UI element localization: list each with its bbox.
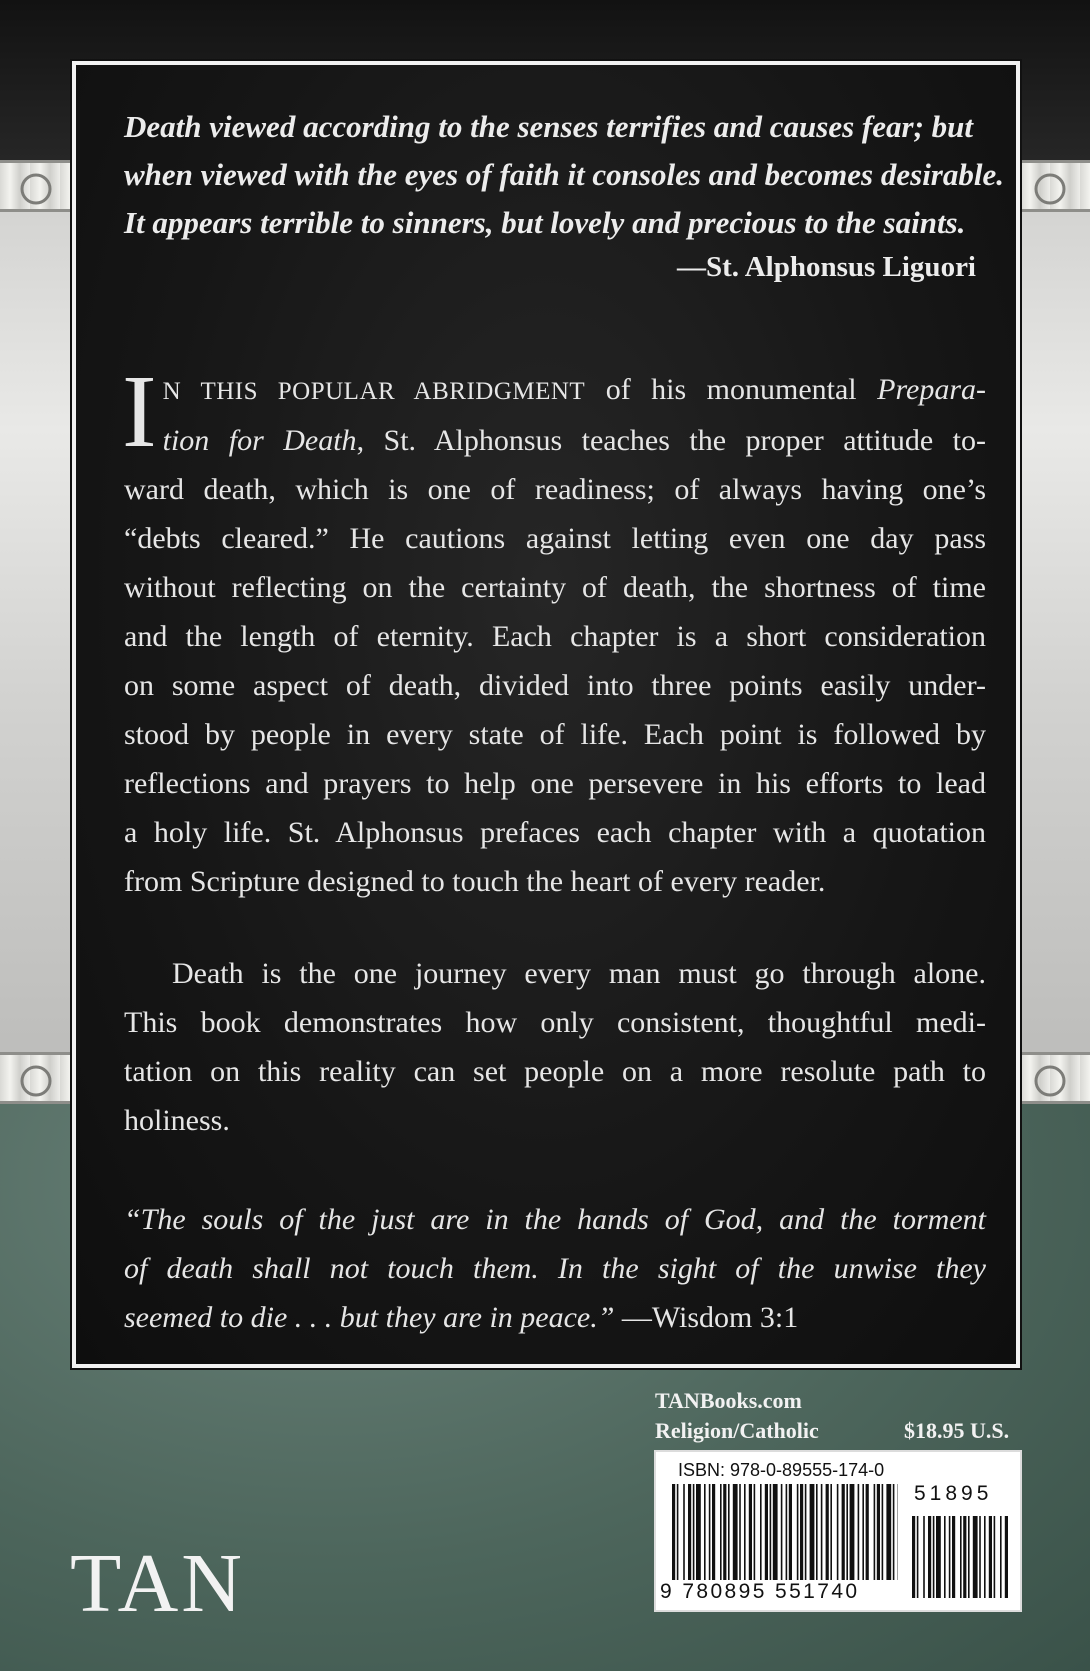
barcode-bar	[789, 1484, 792, 1580]
addon-barcode-icon	[912, 1516, 1008, 1598]
barcode-bar	[936, 1516, 941, 1598]
description-text: of his monumental	[585, 373, 878, 406]
barcode-bar	[850, 1484, 855, 1580]
barcode-bar	[712, 1484, 715, 1580]
barcode-bar	[733, 1484, 738, 1580]
barcode-bar	[720, 1484, 722, 1580]
barcode-bar	[846, 1484, 848, 1580]
epigraph-line: It appears terrible to sinners, but lovely and precious to the saints.	[124, 205, 966, 240]
barcode-bar	[749, 1484, 752, 1580]
barcode-bar	[984, 1516, 986, 1598]
barcode-bar	[826, 1484, 829, 1580]
book-title: Prepara-	[877, 373, 986, 406]
description-text: , St. Alphonsus teaches the proper attitude to-	[356, 424, 986, 457]
lead-small-caps: N THIS POPULAR ABRIDGMENT	[162, 378, 586, 405]
barcode-bar	[928, 1516, 931, 1598]
barcode-bar	[830, 1484, 832, 1580]
barcode-bar	[805, 1484, 807, 1580]
barcode-bar	[968, 1516, 970, 1598]
quote-line: “The souls of the just are in the hands of God, and the torment	[124, 1203, 986, 1236]
second-paragraph	[124, 949, 986, 1145]
quote-text: seemed to die . . . but they are in peace.”	[124, 1301, 615, 1334]
barcode-bar	[994, 1516, 996, 1598]
barcode-bar	[683, 1484, 685, 1580]
barcode-bar	[728, 1484, 730, 1580]
barcode-bar	[912, 1516, 915, 1598]
barcode-bar	[677, 1484, 679, 1580]
barcode-bar	[696, 1484, 701, 1580]
barcode-bar	[866, 1484, 869, 1580]
barcode-bar	[877, 1484, 880, 1580]
description-line: from Scripture designed to touch the heart of every reader.	[124, 865, 826, 898]
barcode-bar	[821, 1484, 823, 1580]
barcode-bar	[739, 1484, 741, 1580]
barcode-bar	[744, 1484, 746, 1580]
ean-digits: 9 780895 551740	[660, 1580, 860, 1603]
barcode-bar	[989, 1516, 992, 1598]
barcode-bar	[933, 1516, 935, 1598]
barcode-bar	[765, 1484, 768, 1580]
description-line: “debts cleared.” He cautions against letting even one day pass	[124, 522, 986, 555]
barcode-label	[654, 1450, 1022, 1612]
description-line: reflections and prayers to help one persevere in his efforts to lead	[124, 767, 986, 800]
description-line	[124, 365, 986, 416]
paragraph-line: This book demonstrates how only consistent, thoughtful medi-	[124, 1006, 986, 1039]
epigraph-attribution: —St. Alphonsus Liguori	[677, 251, 976, 283]
barcode-bar	[773, 1484, 778, 1580]
barcode-bar	[979, 1516, 981, 1598]
scripture-quote	[124, 1195, 986, 1342]
barcode-bar	[842, 1484, 845, 1580]
barcode-bar	[781, 1484, 783, 1580]
barcode-bar	[837, 1484, 839, 1580]
barcode-bar	[874, 1484, 876, 1580]
paragraph-line: Death is the one journey every man must go through alone.	[172, 957, 986, 990]
barcode-bar	[1005, 1516, 1008, 1598]
addon-digits: 51895	[914, 1482, 993, 1505]
barcode-bar	[770, 1484, 772, 1580]
barcode-bar	[944, 1516, 946, 1598]
barcode-bar	[760, 1484, 762, 1580]
barcode-bar	[923, 1516, 925, 1598]
publisher-logo: TAN	[70, 1537, 245, 1630]
barcode-bar	[963, 1516, 966, 1598]
book-price: $18.95 U.S.	[904, 1418, 1010, 1443]
barcode-bar	[688, 1484, 691, 1580]
barcode-bar	[693, 1484, 695, 1580]
book-category: Religion/Catholic	[655, 1418, 819, 1443]
epigraph-quote	[124, 103, 1004, 247]
barcode-bar	[893, 1484, 895, 1580]
paragraph-line: holiness.	[124, 1104, 230, 1137]
isbn-text: ISBN: 978-0-89555-174-0	[678, 1460, 885, 1480]
quote-line: of death shall not touch them. In the sight of the unwise they	[124, 1252, 986, 1285]
barcode-bar	[709, 1484, 711, 1580]
barcode-bar	[723, 1484, 726, 1580]
epigraph-line: when viewed with the eyes of faith it consoles and becomes desirable.	[124, 157, 1004, 192]
barcode-bar	[952, 1516, 955, 1598]
barcode-bar	[858, 1484, 860, 1580]
publisher-website: TANBooks.com	[655, 1388, 802, 1413]
description-line: on some aspect of death, divided into three points easily under-	[124, 669, 986, 702]
barcode-bar	[973, 1516, 978, 1598]
barcode-bar	[800, 1484, 803, 1580]
barcode-bar	[786, 1484, 788, 1580]
barcode-bar	[960, 1516, 962, 1598]
ean-barcode-icon	[672, 1484, 898, 1580]
barcode-bar	[949, 1516, 951, 1598]
description-line	[124, 416, 986, 465]
barcode-bar	[862, 1484, 864, 1580]
back-cover-text-panel	[72, 61, 1020, 1368]
barcode-bar	[810, 1484, 815, 1580]
description-line: ward death, which is one of readiness; of always having one’s	[124, 473, 986, 506]
epigraph-line: Death viewed according to the senses terrifies and causes fear; but	[124, 109, 974, 144]
barcode-bar	[882, 1484, 884, 1580]
description-line: a holy life. St. Alphonsus prefaces each chapter with a quotation	[124, 816, 986, 849]
book-title: tion for Death	[162, 424, 357, 457]
barcode-bar	[704, 1484, 706, 1580]
scripture-reference: —Wisdom 3:1	[614, 1301, 799, 1334]
barcode-bar	[1000, 1516, 1002, 1598]
barcode-bar	[672, 1484, 675, 1580]
barcode-bar	[917, 1516, 919, 1598]
barcode-bar	[816, 1484, 818, 1580]
barcode-bar	[797, 1484, 799, 1580]
quote-line	[124, 1293, 986, 1342]
description-line: and the length of eternity. Each chapter is a short consideration	[124, 620, 986, 653]
drop-cap: I	[122, 354, 157, 469]
description-paragraph	[122, 354, 986, 906]
barcode-bar	[754, 1484, 756, 1580]
description-line: without reflecting on the certainty of death, the shortness of time	[124, 571, 986, 604]
paragraph-line: tation on this reality can set people on a more resolute path to	[124, 1055, 986, 1088]
description-line: stood by people in every state of life. Each point is followed by	[124, 718, 986, 751]
barcode-bar	[886, 1484, 891, 1580]
